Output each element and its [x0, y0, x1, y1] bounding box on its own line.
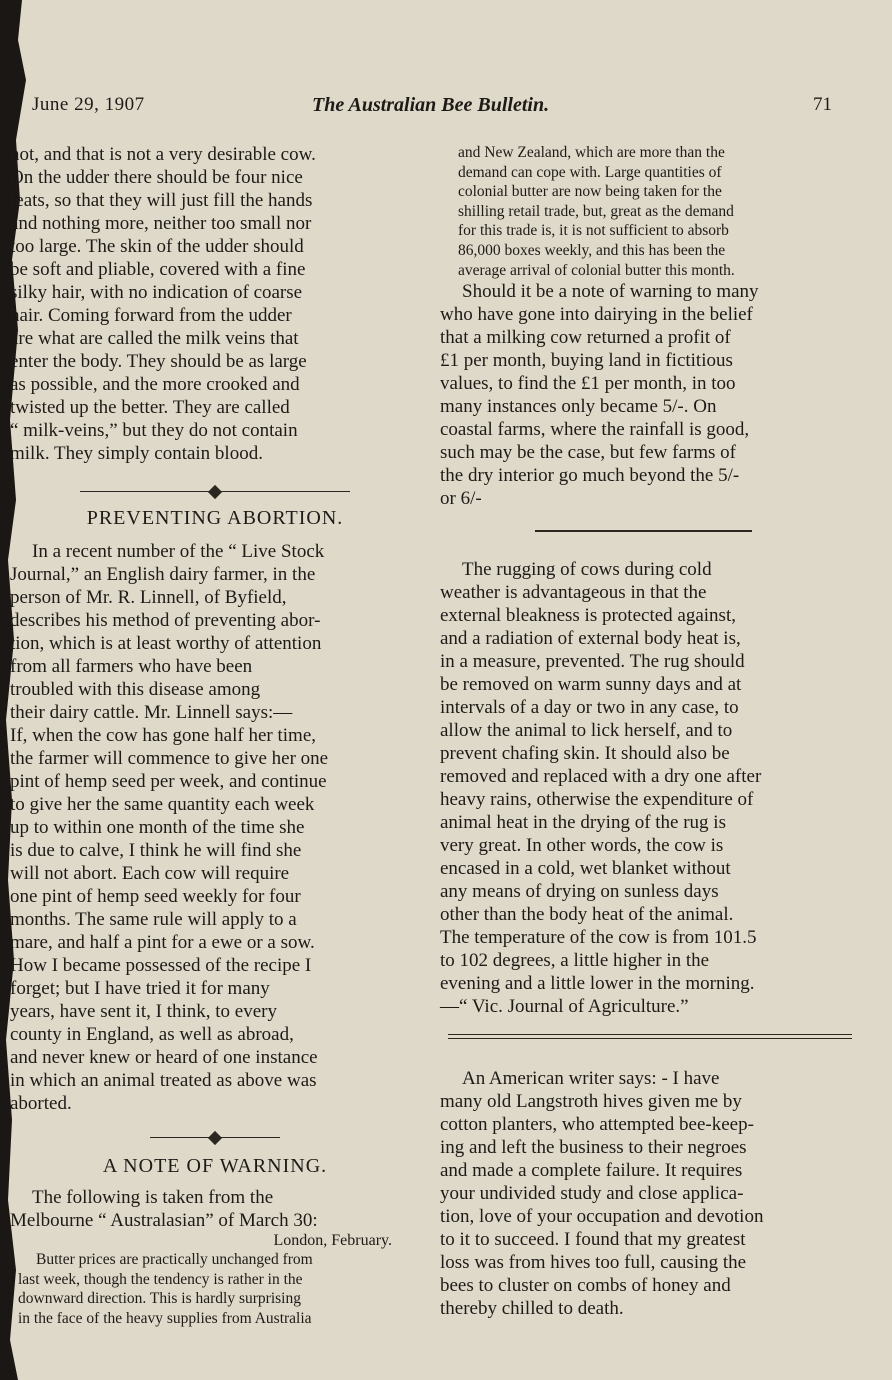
text-line: person of Mr. R. Linnell, of Byfield, [10, 587, 287, 608]
text-line: or 6/- [440, 488, 482, 510]
text-line: heavy rains, otherwise the expenditure of [440, 789, 754, 811]
warning-paragraph [440, 280, 852, 510]
text-line: the dry interior go much beyond the 5/- [440, 465, 740, 487]
page-number: 71 [813, 94, 832, 115]
warning-intro [10, 1186, 420, 1250]
left-column [10, 143, 420, 1328]
text-line: that a milking cow returned a profit of [440, 327, 731, 349]
text-line: £1 per month, buying land in fictitious [440, 350, 733, 372]
text-line: very great. In other words, the cow is [440, 835, 724, 857]
text-line: from all farmers who have been [10, 656, 253, 677]
text-line: milk. They simply contain blood. [10, 443, 263, 464]
text-line: years, have sent it, I think, to every [10, 1001, 277, 1022]
text-line: animal heat in the drying of the rug is [440, 812, 726, 834]
text-line: coastal farms, where the rainfall is good, [440, 419, 750, 441]
text-line: to it to succeed. I found that my greatest [440, 1229, 746, 1251]
text-line: enter the body. They should be as large [10, 351, 307, 372]
text-line: in the face of the heavy supplies from Australia [18, 1309, 312, 1327]
text-line: to give her the same quantity each week [10, 794, 315, 815]
text-line: The temperature of the cow is from 101.5 [440, 927, 757, 949]
section-heading-note-of-warning: A NOTE OF WARNING. [102, 1155, 328, 1177]
text-line: and never knew or heard of one instance [10, 1047, 318, 1068]
text-line: county in England, as well as abroad, [10, 1024, 294, 1045]
text-line: in which an animal treated as above was [10, 1070, 317, 1091]
text-line: Butter prices are practically unchanged from [36, 1251, 313, 1268]
butter-quote [10, 1250, 420, 1328]
text-line: Melbourne “ Australasian” of March 30: [10, 1210, 318, 1231]
text-line: tion, which is at least worthy of attention [10, 633, 322, 654]
text-line: cotton planters, who attempted bee-keep- [440, 1114, 754, 1136]
american-writer-article [440, 1067, 852, 1320]
text-line: other than the body heat of the animal. [440, 904, 734, 926]
udder-paragraph [10, 143, 420, 465]
section-heading-preventing-abortion: PREVENTING ABORTION. [86, 507, 344, 529]
text-line: On the udder there should be four nice [10, 167, 303, 188]
abortion-article [10, 540, 420, 1115]
text-line: describes his method of preventing abor- [10, 610, 321, 631]
rugging-article [440, 558, 852, 1018]
text-line: “ milk-veins,” but they do not contain [10, 420, 298, 441]
text-line: months. The same rule will apply to a [10, 909, 297, 930]
text-line: not, and that is not a very desirable cow. [10, 144, 316, 165]
text-line: your undivided study and close applica- [440, 1183, 744, 1205]
text-line: their dairy cattle. Mr. Linnell says:— [10, 702, 293, 723]
text-line: average arrival of colonial butter this month. [458, 261, 735, 279]
section-divider [535, 530, 752, 532]
text-line: and New Zealand, which are more than the [458, 144, 725, 161]
dateline: London, February. [273, 1232, 392, 1249]
text-line: tion, love of your occupation and devotion [440, 1206, 764, 1228]
text-line: aborted. [10, 1093, 72, 1114]
text-line: In a recent number of the “ Live Stock [32, 541, 325, 562]
text-line: be removed on warm sunny days and at [440, 674, 742, 696]
text-line: weather is advantageous in that the [440, 582, 707, 604]
text-line: If, when the cow has gone half her time, [10, 725, 317, 746]
text-line: encased in a cold, wet blanket without [440, 858, 731, 880]
issue-date: June 29, 1907 [32, 94, 145, 115]
text-line: hair. Coming forward from the udder [10, 305, 292, 326]
text-line: and nothing more, neither too small nor [10, 213, 312, 234]
magazine-title: The Australian Bee Bulletin. [312, 94, 550, 116]
text-line: many old Langstroth hives given me by [440, 1091, 742, 1113]
text-line: intervals of a day or two in any case, to [440, 697, 739, 719]
text-line: loss was from hives too full, causing the [440, 1252, 747, 1274]
text-line: values, to find the £1 per month, in too [440, 373, 736, 395]
text-line: will not abort. Each cow will require [10, 863, 290, 884]
text-line: prevent chafing skin. It should also be [440, 743, 730, 765]
text-line: allow the animal to lick herself, and to [440, 720, 733, 742]
text-line: are what are called the milk veins that [10, 328, 299, 349]
text-line: troubled with this disease among [10, 679, 261, 700]
text-line: demand can cope with. Large quantities of [458, 163, 722, 181]
text-line: mare, and half a pint for a ewe or a sow. [10, 932, 315, 953]
text-line: for this trade is, it is not sufficient to absorb [458, 222, 729, 240]
text-line: the farmer will commence to give her one [10, 748, 329, 769]
text-line: The rugging of cows during cold [462, 559, 712, 581]
text-line: pint of hemp seed per week, and continue [10, 771, 327, 792]
section-divider [10, 485, 420, 499]
text-line: is due to calve, I think he will find she [10, 840, 302, 861]
text-line: external bleakness is protected against, [440, 605, 736, 627]
text-line: Should it be a note of warning to many [462, 281, 759, 303]
text-line: as possible, and the more crooked and [10, 374, 300, 395]
text-line: too large. The skin of the udder should [10, 236, 304, 257]
text-line: twisted up the better. They are called [10, 397, 290, 418]
text-line: and a radiation of external body heat is, [440, 628, 741, 650]
text-line: downward direction. This is hardly surprising [18, 1290, 301, 1308]
text-line: How I became possessed of the recipe I [10, 955, 312, 976]
text-line: last week, though the tendency is rather in the [18, 1270, 303, 1288]
section-divider [448, 1034, 852, 1039]
text-line: to 102 degrees, a little higher in the [440, 950, 710, 972]
text-line: 86,000 boxes weekly, and this has been the [458, 241, 726, 259]
section-divider [10, 1131, 420, 1145]
text-line: bees to cluster on combs of honey and [440, 1275, 731, 1297]
text-line: any means of drying on sunless days [440, 881, 719, 903]
text-line: —“ Vic. Journal of Agriculture.” [440, 996, 689, 1018]
text-line: one pint of hemp seed weekly for four [10, 886, 301, 907]
text-line: who have gone into dairying in the belief [440, 304, 753, 326]
text-line: up to within one month of the time she [10, 817, 305, 838]
text-line: evening and a little lower in the morning. [440, 973, 755, 995]
text-line: silky hair, with no indication of coarse [10, 282, 303, 303]
text-line: forget; but I have tried it for many [10, 978, 270, 999]
text-line: many instances only became 5/-. On [440, 396, 717, 418]
text-line: Journal,” an English dairy farmer, in the [10, 564, 316, 585]
text-line: colonial butter are now being taken for the [458, 183, 722, 201]
text-line: thereby chilled to death. [440, 1298, 624, 1320]
right-column [440, 143, 852, 1320]
butter-quote-continued [440, 143, 852, 280]
text-line: in a measure, prevented. The rug should [440, 651, 745, 673]
text-line: teats, so that they will just fill the hands [10, 190, 313, 211]
page-header [22, 94, 842, 122]
text-line: be soft and pliable, covered with a fine [10, 259, 306, 280]
text-line: removed and replaced with a dry one after [440, 766, 762, 788]
text-line: and made a complete failure. It requires [440, 1160, 743, 1182]
text-line: shilling retail trade, but, great as the demand [458, 202, 734, 220]
text-line: ing and left the business to their negroes [440, 1137, 747, 1159]
text-line: such may be the case, but few farms of [440, 442, 736, 464]
text-line: An American writer says: - I have [462, 1068, 720, 1090]
text-line: The following is taken from the [32, 1187, 274, 1208]
